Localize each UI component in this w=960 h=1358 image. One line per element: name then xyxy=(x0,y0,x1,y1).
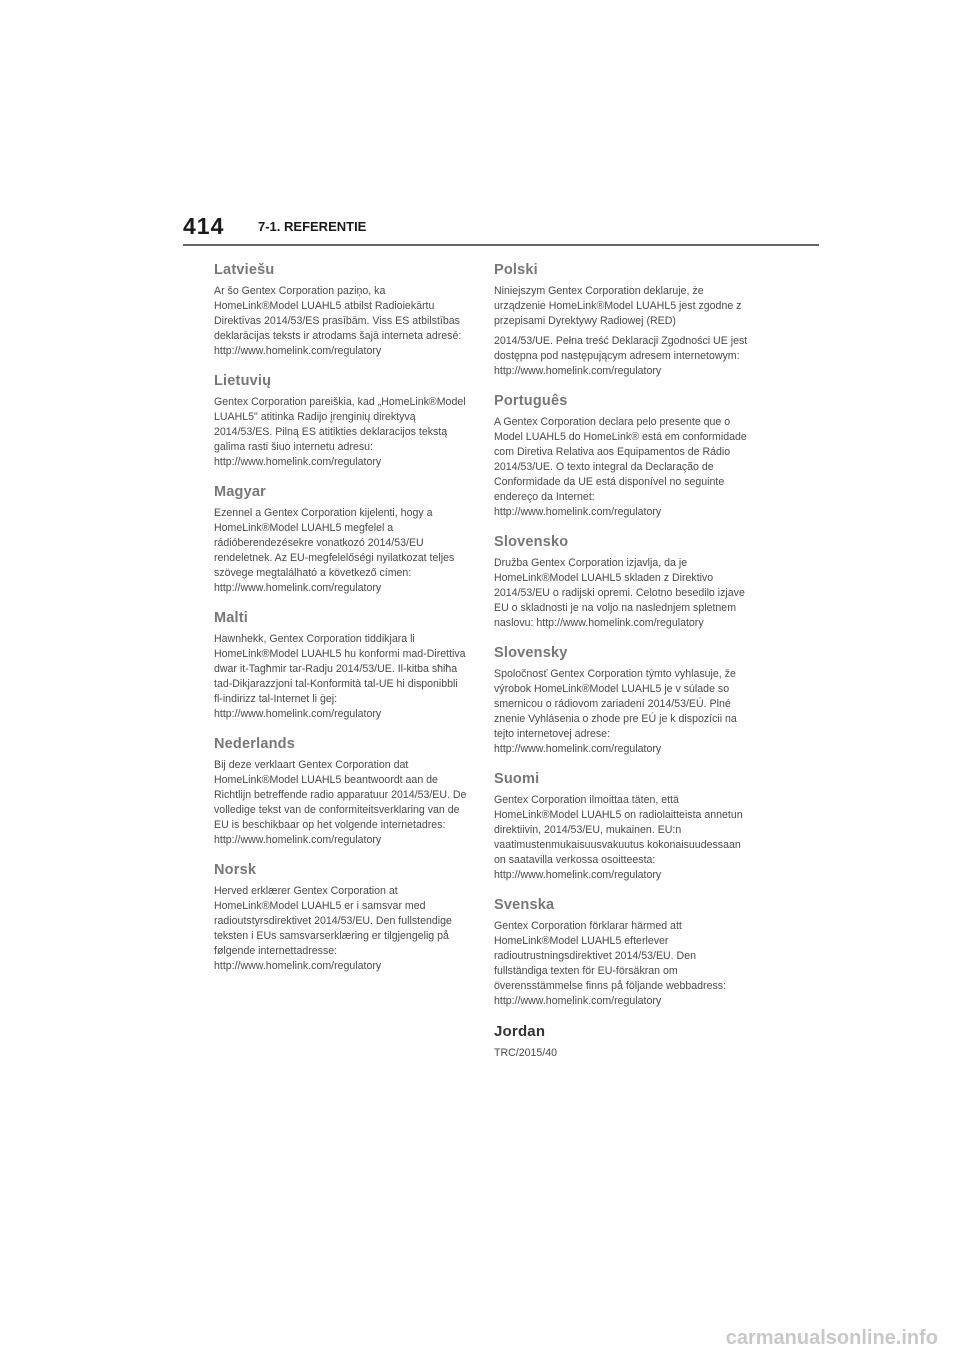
declaration-text: 2014/53/UE. Pełna treść Deklaracji Zgodności UE jest dostępna pod następującym adresem internetowym: http://www.homelink.com/regulatory xyxy=(494,335,748,377)
page-number: 414 xyxy=(183,213,225,239)
declaration-text: Ar šo Gentex Corporation paziņo, ka HomeLink®Model LUAHL5 atbilst Radioiekārtu Direktīvas 2014/53/ES prasībām. Viss ES atbilstības deklarācijas teksts ir atrodams šajā interneta adresē: http://www.homelink.com/regulatory xyxy=(214,285,462,357)
section-heading: Português xyxy=(494,393,568,409)
language-section xyxy=(214,262,469,359)
language-section xyxy=(494,1023,749,1061)
language-section xyxy=(214,736,469,848)
section-heading: Polski xyxy=(494,262,538,278)
chapter-title: 7-1. REFERENTIE xyxy=(258,219,367,234)
declaration-text: Bij deze verklaart Gentex Corporation dat HomeLink®Model LUAHL5 beantwoordt aan de Richtlijn betreffende radio apparatuur 2014/53/EU. De volledige tekst van de conformiteitsverklaring van de EU is beschikbaar op het volgende internetadres: http://www.homelink.com/regulatory xyxy=(214,759,467,846)
declaration-text: Ezennel a Gentex Corporation kijelenti, hogy a HomeLink®Model LUAHL5 megfelel a rádióberendezésekre vonatkozó 2014/53/EU rendeletnek. Az EU-megfelelőségi nyilatkozat teljes szövege megtalálható a következő címen: http://www.homelink.com/regulatory xyxy=(214,507,455,594)
declaration-text: Hawnhekk, Gentex Corporation tiddikjara li HomeLink®Model LUAHL5 hu konformi mad-Direttiva dwar it-Tagħmir tar-Radju 2014/53/UE. Il-kitba sħiħa tad-Dikjarazzjoni tal-Konformità tal-UE hi disponibbli fl-indirizz tal-Internet li ġej: http://www.homelink.com/regulatory xyxy=(214,633,466,720)
declaration-text: Gentex Corporation pareiškia, kad „HomeLink®Model LUAHL5" atitinka Radijo įrenginių direktyvą 2014/53/ES. Pilną ES atitikties deklaracijos tekstą galima rasti šiuo internetu adresu: http://www.homelink.com/regulatory xyxy=(214,396,466,468)
declaration-text: Spoločnosť Gentex Corporation týmto vyhlasuje, že výrobok HomeLink®Model LUAHL5 je v súlade so smernicou o rádiovom zariadení 2014/53/EÚ. Plné znenie Vyhlásenia o zhode pre EÚ je k dispozícii na tejto internetovej adrese: http://www.homelink.com/regulatory xyxy=(494,668,737,755)
watermark: carmanualsonline.info xyxy=(725,1327,938,1349)
section-heading: Magyar xyxy=(214,484,266,500)
language-section xyxy=(494,534,749,631)
section-heading: Jordan xyxy=(494,1023,546,1040)
language-section xyxy=(494,771,749,883)
language-section xyxy=(214,610,469,722)
right-column xyxy=(494,262,749,1075)
language-section xyxy=(214,373,469,470)
section-heading: Malti xyxy=(214,610,249,626)
declaration-text: TRC/2015/40 xyxy=(494,1047,558,1059)
section-heading: Slovensko xyxy=(494,534,569,550)
declaration-text: A Gentex Corporation declara pelo presente que o Model LUAHL5 do HomeLink® está em conformidade com Diretiva Relativa aos Equipamentos de Rádio 2014/53/UE. O texto integral da Declaração de Conformidade da UE está disponível no seguinte endereço da Internet: http://www.homelink.com/regulatory xyxy=(494,416,747,518)
section-heading: Lietuvių xyxy=(214,373,272,389)
section-heading: Svenska xyxy=(494,897,555,913)
language-section xyxy=(494,393,749,520)
language-section xyxy=(214,862,469,974)
section-heading: Norsk xyxy=(214,862,257,878)
section-heading: Nederlands xyxy=(214,736,295,752)
language-section xyxy=(214,484,469,596)
declaration-text: Gentex Corporation ilmoittaa täten, että HomeLink®Model LUAHL5 on radiolaitteista annetun direktiivin, 2014/53/EU, mukainen. EU:n vaatimustenmukaisuusvakuutus kokonaisuudessaan on saatavilla verkossa osoitteesta: http://www.homelink.com/regulatory xyxy=(494,794,743,881)
declaration-text: Družba Gentex Corporation izjavlja, da je HomeLink®Model LUAHL5 skladen z Direktivo 2014/53/EU o radijski opremi. Celotno besedilo izjave EU o skladnosti je na voljo na naslednjem spletnem naslovu: http://www.homelink.com/regulatory xyxy=(494,557,745,629)
language-section xyxy=(494,262,749,379)
language-section xyxy=(494,897,749,1009)
declaration-text: Gentex Corporation förklarar härmed att HomeLink®Model LUAHL5 efterlever radioutrustningsdirektivet 2014/53/EU. Den fullständiga texten för EU-försäkran om överensstämmelse finns på följande webbadress: http://www.homelink.com/regulatory xyxy=(494,920,727,1007)
declaration-text: Herved erklærer Gentex Corporation at HomeLink®Model LUAHL5 er i samsvar med radioutstyrsdirektivet 2014/53/EU. Den fullstendige teksten i EUs samsvarserklæring er tilgjengelig på følgende internettadresse: http://www.homelink.com/regulatory xyxy=(214,885,452,972)
section-heading: Suomi xyxy=(494,771,540,787)
section-heading: Latviešu xyxy=(214,262,275,278)
section-heading: Slovensky xyxy=(494,645,568,661)
language-section xyxy=(494,645,749,757)
declaration-text: Niniejszym Gentex Corporation deklaruje, że urządzenie HomeLink®Model LUAHL5 jest zgodne z przepisami Dyrektywy Radiowej (RED) xyxy=(494,285,742,327)
left-column xyxy=(214,262,469,988)
header-divider xyxy=(183,244,819,246)
